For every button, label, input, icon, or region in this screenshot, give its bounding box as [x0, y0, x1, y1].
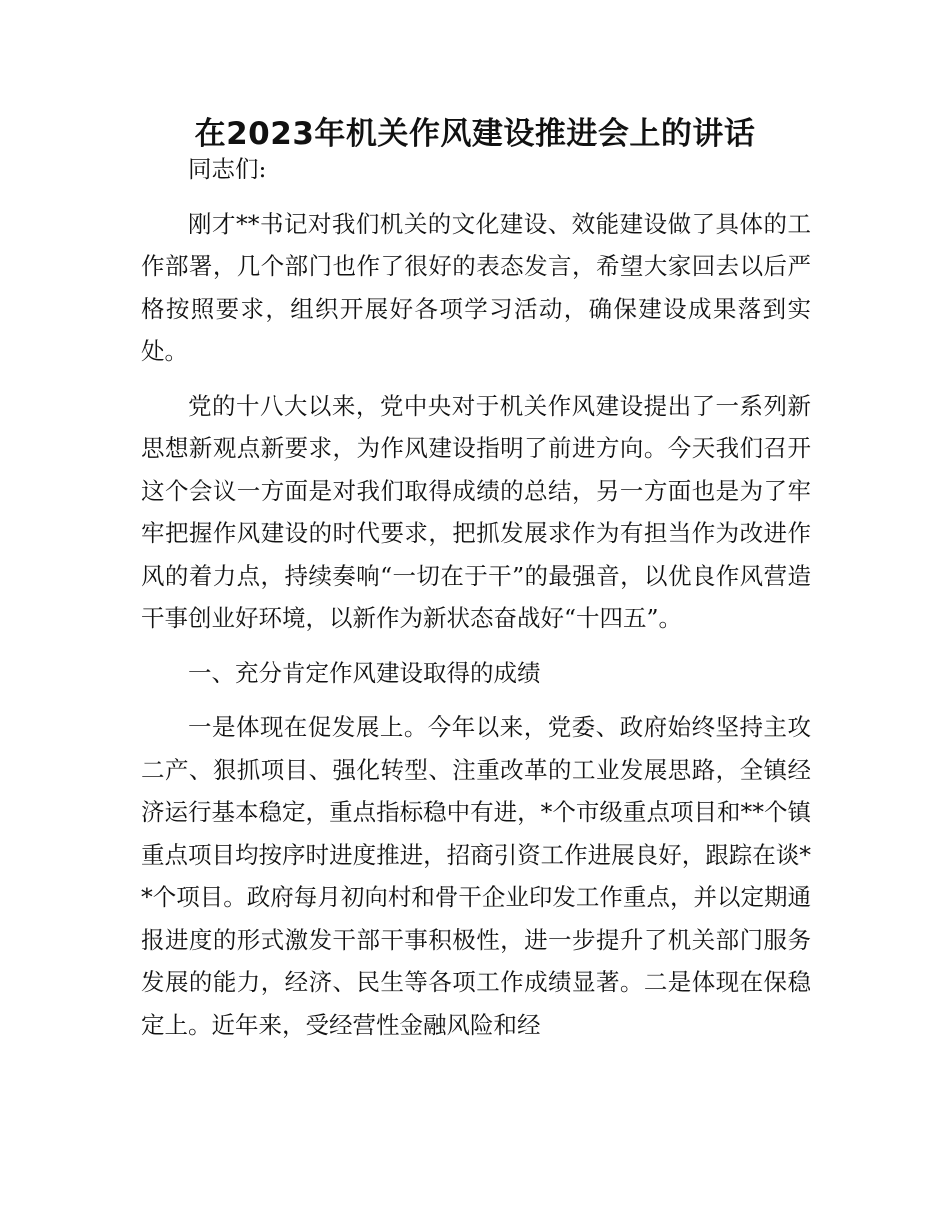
salutation: 同志们:: [188, 155, 267, 183]
document-title: 在2023年机关作风建设推进会上的讲话: [194, 116, 756, 152]
document-body: [141, 148, 811, 1058]
section-heading-1: 一、充分肯定作风建设取得的成绩: [188, 658, 541, 687]
paragraph-opening: 刚才**书记对我们机关的文化建设、效能建设做了具体的工作部署，几个部门也作了很好的表态发言，希望大家回去以后严格按照要求，组织开展好各项学习活动，确保建设成果落到实处。: [141, 209, 811, 365]
paragraph-achievements: 一是体现在促发展上。今年以来，党委、政府始终坚持主攻二产、狠抓项目、强化转型、注重改革的工业发展思路，全镇经济运行基本稳定，重点指标稳中有进，*个市级重点项目和**个镇重点项目均按序时进度推进，招商引资工作进展良好，跟踪在谈**个项目。政府每月初向村和骨干企业印发工作重点，并以定期通报进度的形式激发干部干事积极性，进一步提升了机关部门服务发展的能力，经济、民生等各项工作成绩显著。二是体现在保稳定上。近年来，受经营性金融风险和经: [141, 713, 811, 1039]
paragraph-background: 党的十八大以来，党中央对于机关作风建设提出了一系列新思想新观点新要求，为作风建设指明了前进方向。今天我们召开这个会议一方面是对我们取得成绩的总结，另一方面也是为了牢牢把握作风建设的时代要求，把抓发展求作为有担当作为改进作风的着力点，持续奏响“一切在于干”的最强音，以优良作风营造干事创业好环境，以新作为新状态奋战好“十四五”。: [141, 391, 811, 632]
